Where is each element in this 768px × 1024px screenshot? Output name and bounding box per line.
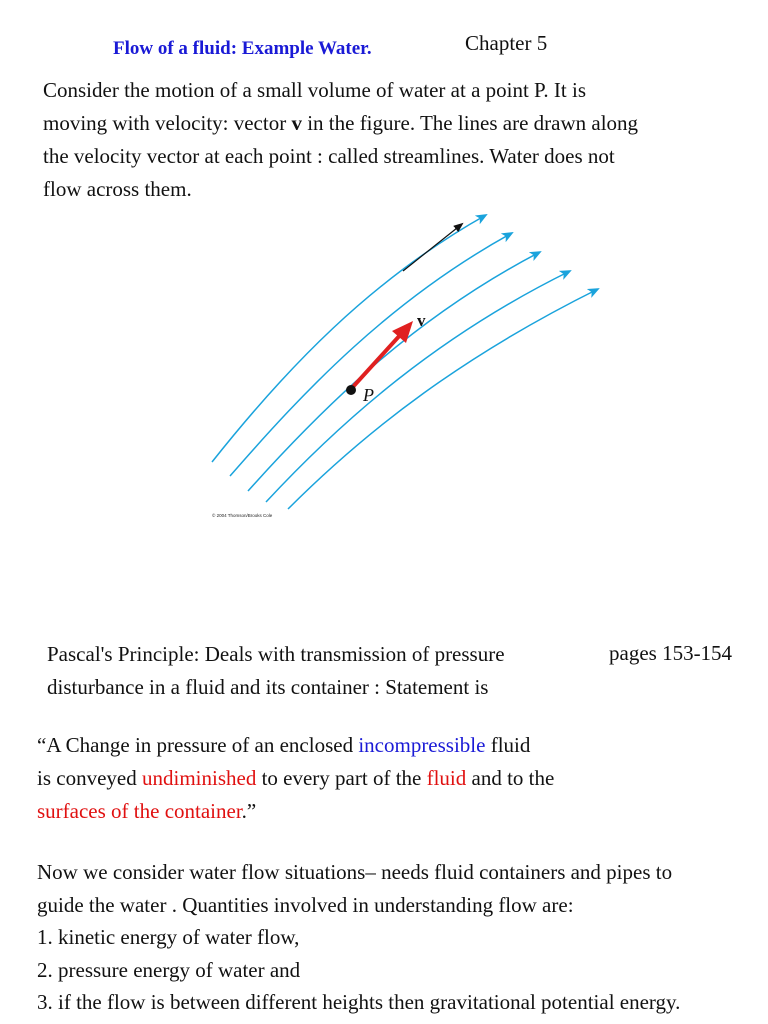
flow-list-item: 3. if the flow is between different heights then gravitational potential energy. xyxy=(37,990,681,1014)
intro-paragraph xyxy=(43,74,638,206)
incompressible-term: incompressible xyxy=(358,733,486,757)
streamline xyxy=(288,289,598,509)
tangent-arrow xyxy=(403,224,462,271)
intro-line: flow across them. xyxy=(43,177,192,201)
surfaces-term: surfaces of the container xyxy=(37,799,242,823)
quote-line: is conveyed undiminished to every part of the fluid and to the xyxy=(37,766,555,790)
fluid-term: fluid xyxy=(426,766,467,790)
vector-v-bold: v xyxy=(291,111,302,135)
flow-paragraph xyxy=(37,856,680,1019)
intro-line: Consider the motion of a small volume of water at a point P. It is xyxy=(43,78,586,102)
pascal-line: Pascal's Principle: Deals with transmission of pressure xyxy=(47,642,505,666)
velocity-vector xyxy=(351,333,402,389)
intro-line: moving with velocity: vector v in the figure. The lines are drawn along xyxy=(43,111,639,135)
flow-list-item: 1. kinetic energy of water flow, xyxy=(37,925,300,949)
copyright-text: © 2004 Thomson/Brooks Cole xyxy=(212,513,273,518)
flow-line: guide the water . Quantities involved in understanding flow are: xyxy=(37,892,574,917)
streamline xyxy=(248,252,540,491)
chapter-label: Chapter 5 xyxy=(465,31,548,55)
point-label: P xyxy=(363,385,374,405)
pages-reference: pages 153-154 xyxy=(609,641,733,665)
pascal-statement xyxy=(37,729,554,828)
point-p-dot xyxy=(346,385,356,395)
streamlines-figure xyxy=(200,205,620,525)
quote-line: “A Change in pressure of an enclosed incompressible fluid xyxy=(37,733,531,757)
page-title: Flow of a fluid: Example Water. xyxy=(113,38,372,59)
streamline xyxy=(212,215,486,462)
flow-line: Now we consider water flow situations– needs fluid containers and pipes to xyxy=(37,860,673,884)
pascal-paragraph xyxy=(47,638,505,704)
flow-list-item: 2. pressure energy of water and xyxy=(37,957,301,982)
vector-label: v xyxy=(417,311,426,330)
intro-line: the velocity vector at each point : called streamlines. Water does not xyxy=(43,144,615,168)
undiminished-term: undiminished xyxy=(141,766,257,790)
streamline xyxy=(230,233,512,476)
pascal-line: disturbance in a fluid and its container : Statement is xyxy=(47,675,489,699)
quote-line: surfaces of the container.” xyxy=(37,799,257,823)
